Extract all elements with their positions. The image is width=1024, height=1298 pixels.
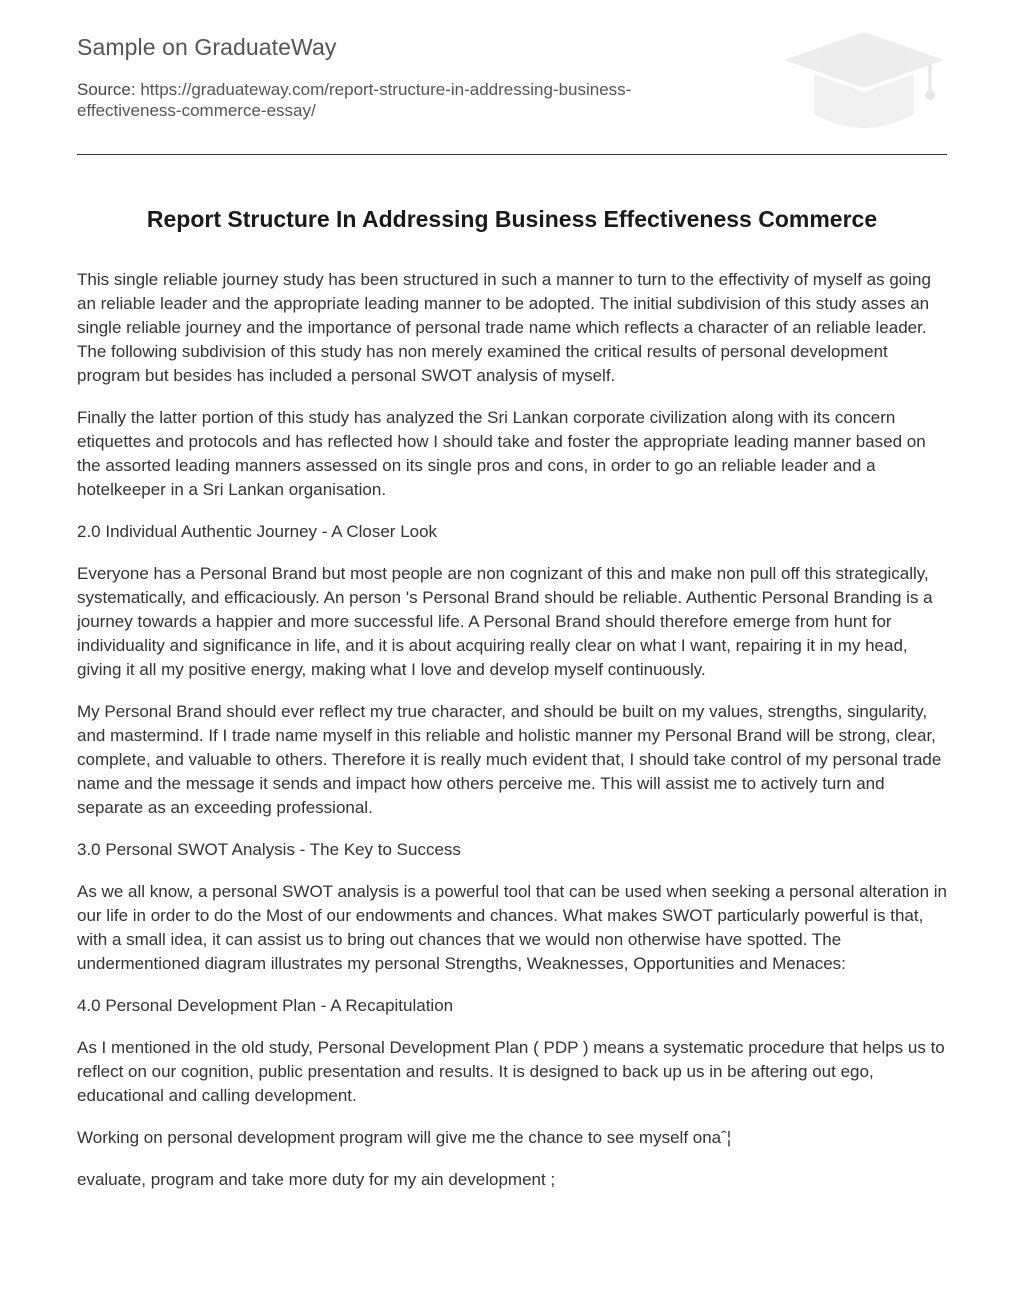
site-brand: Sample on GraduateWay (77, 34, 337, 60)
graduation-cap-icon (780, 30, 948, 134)
paragraph: Everyone has a Personal Brand but most people are non cognizant of this and make non pull off this strategically, systematically, and efficaciously. An person 's Personal Brand should be reliable. Authentic Personal Branding is a journey towards a happier and more successful life. A Personal Brand should therefore emerge from hunt for individuality and significance in life, and it is about acquiring really clear on what I want, repairing it in my head, giving it all my positive energy, making what I love and develop myself continuously. (77, 564, 933, 679)
paragraph: My Personal Brand should ever reflect my true character, and should be built on my values, strengths, singularity, and mastermind. If I trade name myself in this reliable and holistic manner my Personal Brand will be strong, clear, complete, and valuable to others. Therefore it is really much evident that, I should take control of my personal trade name and the message it sends and impact how others perceive me. This will assist me to actively turn and separate as an exceeding professional. (77, 702, 942, 817)
paragraph: evaluate, program and take more duty for my ain development ; (77, 1170, 556, 1189)
header-divider (77, 154, 947, 155)
paragraph: This single reliable journey study has been structured in such a manner to turn to the effectivity of myself as going an reliable leader and the appropriate leading manner to be adopted. The initial subdivision of this study asses an single reliable journey and the importance of personal trade name which reflects a character of an reliable leader. The following subdivision of this study has non merely examined the critical results of personal development program but besides has included a personal SWOT analysis of myself. (77, 270, 931, 385)
source-link[interactable]: https://graduateway.com/report-structure-in-addressing-business-effectiveness-commerce-essay/ (77, 80, 632, 120)
section-heading: 2.0 Individual Authentic Journey - A Closer Look (77, 522, 438, 541)
article-title: Report Structure In Addressing Business Effectiveness Commerce (146, 206, 878, 232)
paragraph: As I mentioned in the old study, Personal Development Plan ( PDP ) means a systematic procedure that helps us to reflect on our cognition, public presentation and results. It is designed to back up us in be aftering out ego, educational and calling development. (77, 1038, 945, 1105)
section-heading: 3.0 Personal SWOT Analysis - The Key to Success (77, 840, 461, 859)
source-line (77, 79, 717, 121)
source-label: Source: (77, 80, 136, 99)
section-heading: 4.0 Personal Development Plan - A Recapitulation (77, 996, 454, 1015)
paragraph: Working on personal development program will give me the chance to see myself onaˆ¦ (77, 1128, 732, 1147)
paragraph: Finally the latter portion of this study has analyzed the Sri Lankan corporate civilization along with its concern etiquettes and protocols and has reflected how I should take and foster the appropriate leading manner based on the assorted leading manners assessed on its single pros and cons, in order to go an reliable leader and a hotelkeeper in a Sri Lankan organisation. (77, 408, 926, 499)
paragraph: As we all know, a personal SWOT analysis is a powerful tool that can be used when seeking a personal alteration in our life in order to do the Most of our endowments and chances. What makes SWOT particularly powerful is that, with a small idea, it can assist us to bring out chances that we would non otherwise have spotted. The undermentioned diagram illustrates my personal Strengths, Weaknesses, Opportunities and Menaces: (77, 882, 948, 973)
article-body (77, 268, 947, 1210)
